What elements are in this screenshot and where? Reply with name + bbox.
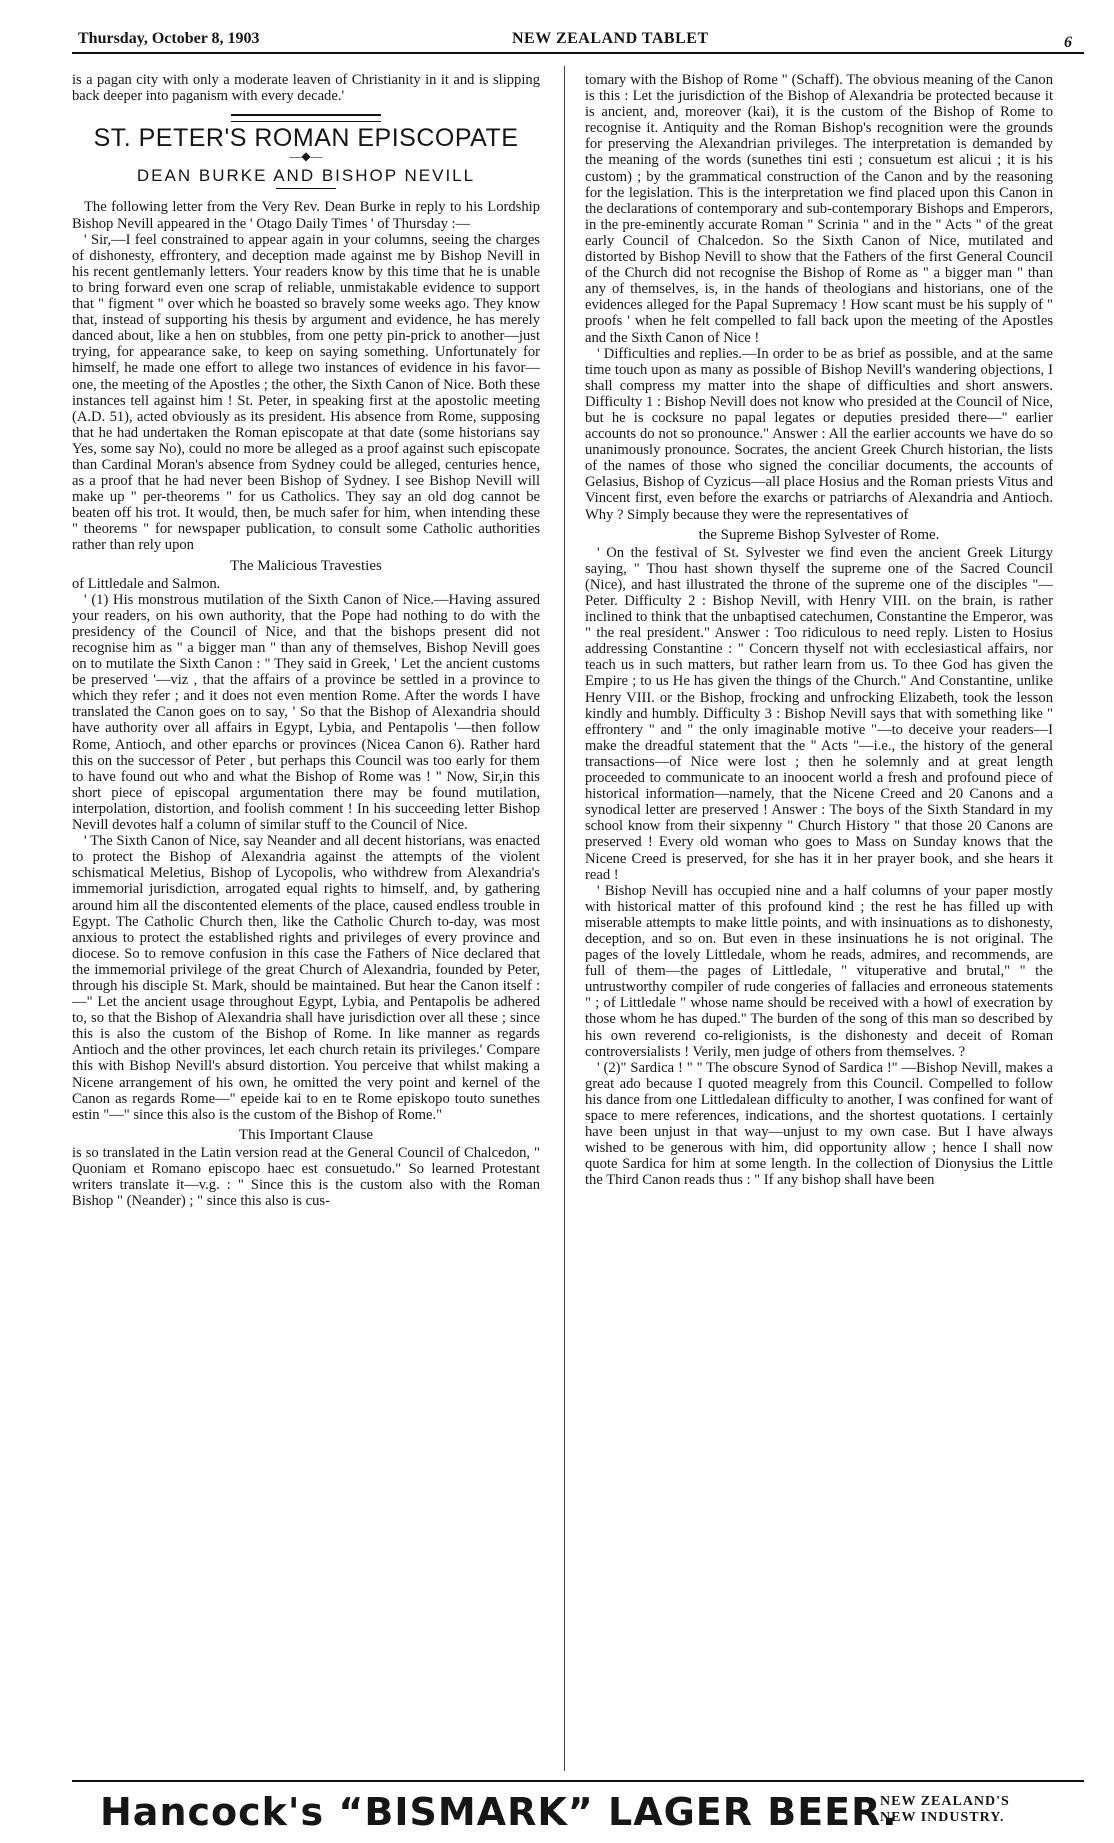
subhead-rule bbox=[276, 188, 336, 189]
left-column bbox=[72, 72, 540, 1772]
paragraph: ' The Sixth Canon of Nice, say Neander and all decent historians, was enacted to protect the Bishop of Alexandria against the attempts of the violent schismatical Meletius, Bishop of Lycopolis, who withdrew from Alexandria's immemorial jurisdiction, arrogated equal rights to himself, and, by gathering around him all the discontented elements of the place, caused endless trouble in Egypt. The Catholic Church then, like the Catholic Church to-day, was most anxious to protect the established rights and privileges of every province and diocese. So to remove confusion in this case the Fathers of Nice declared that the immemorial privilege of the great Church of Alexandria, founded by Peter, through his disciple St. Mark, should be maintained. But hear the Canon itself :—" Let the ancient usage throughout Egypt, Lybia, and Pentapolis be adhered to, so that the Bishop of Alexandria shall have jurisdiction over all these ; since this is also the custom of the Bishop of Rome. In like manner as regards Antioch and the other provinces, let each church retain its privileges.' Compare this with Bishop Nevill's absurd distortion. You perceive that whilst making a Nicene arrangement of his own, he omitted the very point and kernel of the Canon as regards Rome—" epeide kai to en te Rome episkopo touto sunethes estin "—" since this also is the custom of the Bishop of Rome." bbox=[72, 833, 540, 1123]
paragraph: The following letter from the Very Rev. Dean Burke in reply to his Lordship Bishop Nevill appeared in the ' Otago Daily Times ' of Thursday :— bbox=[72, 199, 540, 232]
paragraph: of Littledale and Salmon. bbox=[72, 575, 221, 592]
column-divider bbox=[564, 66, 565, 1771]
paragraph: ' On the festival of St. Sylvester we find even the ancient Greek Liturgy saying, " Thou hast shown thyself the supreme one of the Sacred Council (Nice), and hast illustrated the throne of the supreme one of the disciples "—Peter. Difficulty 2 : Bishop Nevill, with Henry VIII. on the brain, is rather inclined to think that the unbaptised catechumen, Constantine the Emperor, was " the real president." Answer : Too ridiculous to need reply. Listen to Hosius addressing Constantine : " Concern thyself not with ecclesiastical affairs, nor teach us in such matters, but rather learn from us. To thee God has given the Empire ; to us He has given the things of the Church." And Constantine, unlike Henry VIII. or the Bishop, frocking and unfrocking Elizabeth, took the lesson kindly and humbly. Difficulty 3 : Bishop Nevill says that with something like " effrontery " and " the only imaginable motive "—to deceive your readers—I make the dreadful statement that the " Acts "—i.e., the history of the general transactions—of Nice were lost ; then he solemnly and at great length proceeded to communicate to an inoocent world a fresh and profound piece of historical information—namely, that the Nicene Creed and 20 Canons and a synodical letter are preserved ! Answer : The boys of the Sixth Standard in my school know from their sixpenny " Church History " that those 20 Canons are preserved ! Every old woman who goes to Mass on Sunday knows that the Nicene Creed is preserved, for she has it in her prayer book, and she hears it read ! bbox=[585, 544, 1053, 883]
page-header bbox=[72, 30, 1084, 54]
ad-headline: Hancock's “BISMARK” LAGER BEER. bbox=[100, 1790, 898, 1834]
subheading: The Malicious Travesties bbox=[230, 557, 382, 574]
ad-side-text bbox=[880, 1794, 1010, 1826]
section-rule bbox=[231, 114, 381, 122]
paragraph: ' (2)" Sardica ! " " The obscure Synod of Sardica !" —Bishop Nevill, makes a great ado because I quoted meagrely from this Council. Compelled to follow his dance from one Littledalean difficulty to another, I was confined for want of space to mere references, indications, and the shortest quotations. I certainly have been unjust in that way—unjust to my own case. But I have always wished to be generous with him, did opportunity allow ; hence I shall now quote Sardica for him at some length. In the collection of Dionysius the Little the Third Canon reads thus : " If any bishop shall have been bbox=[585, 1059, 1053, 1189]
footer-rule bbox=[72, 1780, 1084, 1782]
article-subhead: DEAN BURKE AND BISHOP NEVILL bbox=[136, 166, 476, 186]
page-number: 6 bbox=[1064, 34, 1072, 51]
article-headline: ST. PETER'S ROMAN EPISCOPATE bbox=[93, 124, 519, 153]
paragraph: ' Bishop Nevill has occupied nine and a half columns of your paper mostly with historical matter of this profound kind ; the rest he has filled up with miserable attempts to make little points, and with insinuations as to dishonesty, deception, and so on. But even in these insinuations he is not original. The pages of the lovely Littledale, whom he reads, admires, and recommends, are full of them—the pages of Littledale, " vituperative and brutal," " the untrustworthy compiler of rude congeries of fallacies and erroneous statements " ; of Littledale " whose name should be received with a howl of execration by those whom he has duped." The burden of the song of this man so described by his own reverend co-religionists, is the dishonesty and deceit of Roman controversialists ! Verily, men judge of others from themselves. ? bbox=[585, 882, 1053, 1060]
footer-advertisement bbox=[100, 1790, 1040, 1838]
paragraph: tomary with the Bishop of Rome " (Schaff). The obvious meaning of the Canon is this : Let the jurisdiction of the Bishop of Alexandria be protected because it is ancient, and, moreover (kai), it is the custom of the Bishop of Rome to recognise it. Antiquity and the Roman Bishop's recognition were the grounds for preserving the Alexandrian privileges. The interpretation is demanded by the meaning of the words (sunethes tini esti ; consuetum est alicui ; it is his custom) ; by the grammatical construction of the Canon and by the reasoning for the legislation. This is the interpretation we find placed upon this Canon in the declarations of contemporary and sub-contemporary Bishops and Emperors, in the pre-eminently accurate Roman " Scrinia " and in the " Acts " of the great early Council of Chalcedon. So the Sixth Canon of Nice, mutilated and distorted by Bishop Nevill to show that the Fathers of the first General Council of the Church did not recognise the Bishop of Rome as " a bigger man " than any of themselves, is, in the hands of theologians and historians, one of the evidences alleged for the Papal Supremacy ! How scant must be his supply of " proofs ' when he felt compelled to fall back upon the meeting of the Apostles and the Sixth Canon of Nice ! bbox=[585, 72, 1053, 346]
headline-ornament: —◆— bbox=[289, 149, 323, 164]
paragraph: is so translated in the Latin version read at the General Council of Chalcedon, " Quoniam et Romano episcopo haec est consuetudo." So learned Protestant writers translate it—v.g. : " Since this is the custom also with the Roman Bishop " (Neander) ; " since this also is cus- bbox=[72, 1144, 540, 1210]
ad-side-line: NEW INDUSTRY. bbox=[880, 1810, 1005, 1825]
header-title: NEW ZEALAND TABLET bbox=[512, 30, 709, 47]
intro-paragraph: is a pagan city with only a moderate leaven of Christianity in it and is slipping back deeper into paganism with every decade.' bbox=[72, 72, 540, 105]
paragraph: ' Difficulties and replies.—In order to be as brief as possible, and at the same time touch upon as many as possible of Bishop Nevill's wandering objections, I shall compress my matter into the shape of difficulties and short answers. Difficulty 1 : Bishop Nevill does not know who presided at the Council of Nice, but he is cocksure no papal legates or deputies presided there—" earlier accounts do not so pronounce." Answer : All the earlier accounts we have do so unanimously pronounce. Socrates, the ancient Greek Church historian, the lists of the names of those who signed the conciliar documents, the accounts of Gelasius, Bishop of Cyzicus—all place Hosius and the Roman priests Vitus and Vincent first, even before the exarchs or patriarchs of Alexandria and Antioch. Why ? Simply because they were the representatives of bbox=[585, 345, 1053, 523]
subheading: the Supreme Bishop Sylvester of Rome. bbox=[698, 526, 940, 543]
paragraph: ' (1) His monstrous mutilation of the Sixth Canon of Nice.—Having assured your readers, on his own authority, that the Pope had nothing to do with the presidency of the Council of Nice, and that the bishops present did not recognise him as " a bigger man " than any of themselves, Bishop Nevill goes on to mutilate the Sixth Canon : " They said in Greek, ' Let the ancient customs be preserved '—viz , that the affairs of a province be settled in a province to which they refer ; and it does not even mention Rome. After the words I have translated the Canon goes on to say, ' So that the Bishop of Alexandria should have authority over all affairs in Egypt, Lybia, and Pentapolis '—then follow Rome, Antioch, and other eparchs or provinces (Nicea Canon 6). Rather hard this on the successor of Peter , but perhaps this Council was too early for them to have found out who and what the Bishop of Rome was ! " Now, Sir,in this short piece of episcopal argumentation there may be found mutilation, interpolation, distortion, and foolish comment ! In his succeeding letter Bishop Nevill devotes half a column of similar stuff to the Council of Nice. bbox=[72, 591, 540, 834]
subheading: This Important Clause bbox=[238, 1126, 374, 1143]
ad-side-line: NEW ZEALAND'S bbox=[880, 1794, 1010, 1809]
right-column bbox=[585, 72, 1053, 1772]
header-date: Thursday, October 8, 1903 bbox=[78, 30, 260, 47]
paragraph: ' Sir,—I feel constrained to appear again in your columns, seeing the charges of dishonesty, effrontery, and deception made against me by Bishop Nevill in his recent gentlemanly letters. Your readers know by this time that he is unable to bring forward even one scrap of reliable, unmistakable evidence to support that " figment " over which he boasted so bravely some weeks ago. They know that, instead of supporting his thesis by argument and evidence, he has merely danced about, like a hen on stubbles, from one petty pin-prick to another—just trying, for appearance sake, to keep on saying something. Unfortunately for himself, he made one effort to allege two instances of evidence in his favor—one, the meeting of the Apostles ; the other, the Sixth Canon of Nice. Both these instances tell against him ! St. Peter, in speaking first at the apostolic meeting (A.D. 51), acted obviously as its president. His absence from Rome, supposing that he had undertaken the Roman episcopate at that date (some historians say Yes, some say No), could no more be alleged as a proof against such episcopate than Cardinal Moran's absence from Sydney could be alleged, centuries hence, as a proof that he had never been Bishop of Sydney. I see Bishop Nevill will make up " per-theorems " for us Catholics. They say an old dog cannot be beaten off his trot. It would, then, be much safer for him, when intending these " theorems " for newspaper publication, to consult some Catholic authorities rather than rely upon bbox=[72, 231, 540, 554]
